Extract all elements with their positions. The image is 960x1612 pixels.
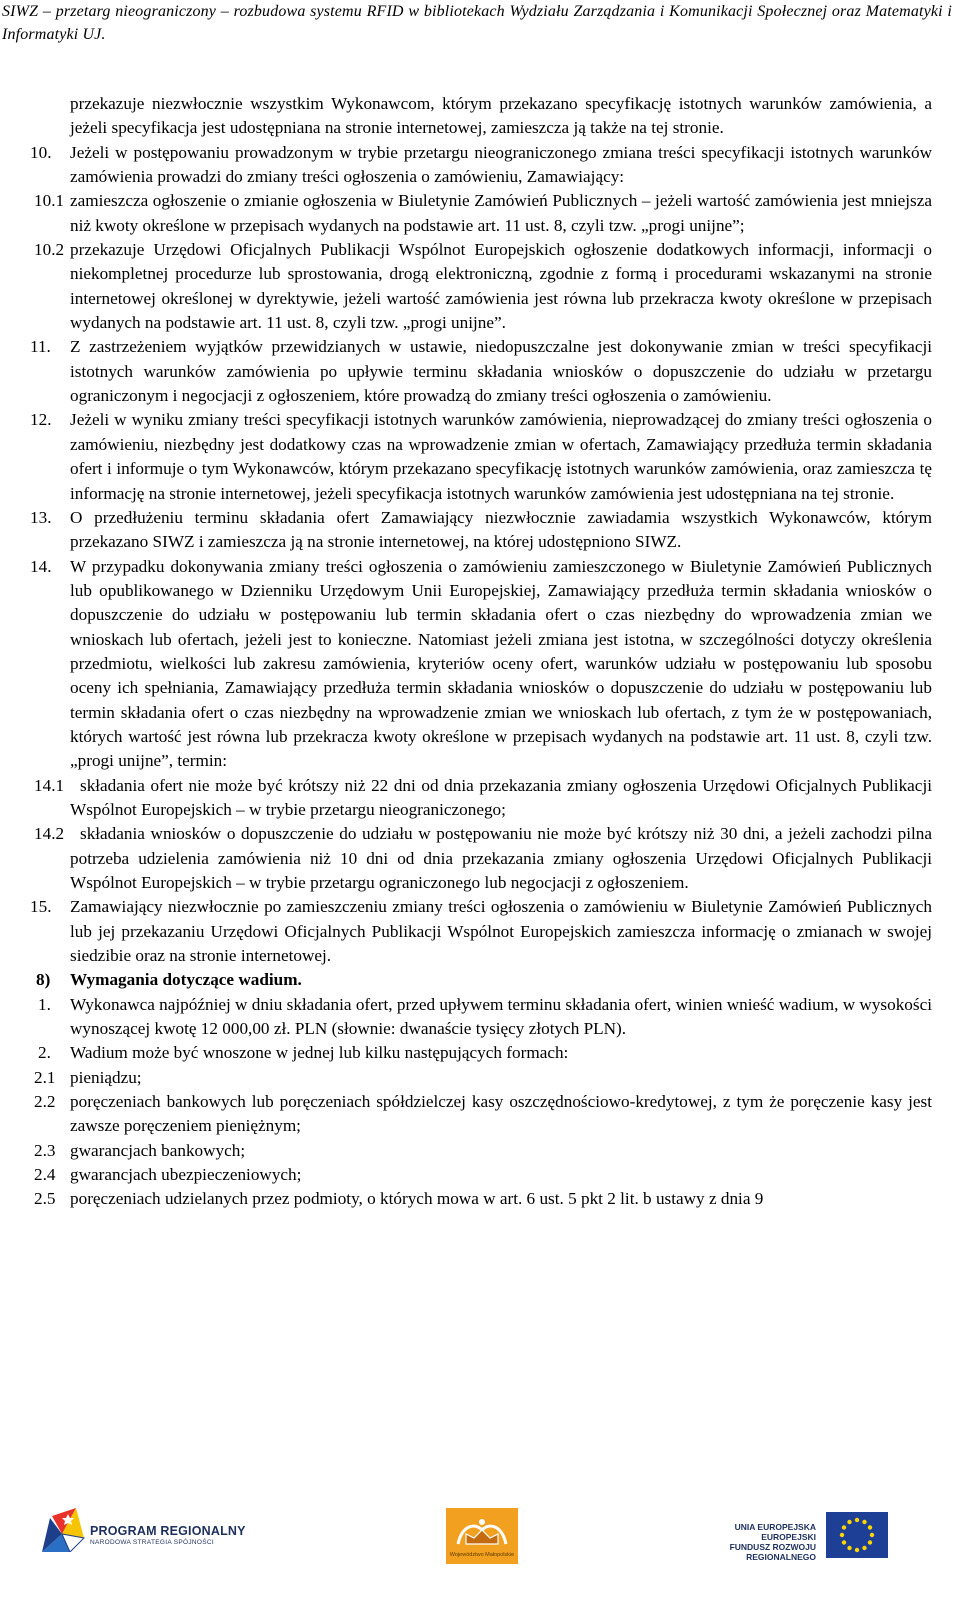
- page-footer: [0, 1496, 960, 1612]
- item-text: Wadium może być wnoszone w jednej lub kilku następujących formach:: [70, 1043, 569, 1063]
- item-number: 10.: [30, 142, 52, 162]
- list-item-15: [0, 895, 932, 968]
- item-text: Z zastrzeżeniem wyjątków przewidzianych w ustawie, niedopuszczalne jest dokonywanie zmian w treści specyfikacji istotnych warunków zamówienia po upływie terminu składania wniosków o dopuszczenie do udziału w przetargu ograniczonym i negocjacji z ogłoszeniem, które prowadzą do zmiany treści ogłoszenia o zamówieniu.: [70, 337, 932, 406]
- intro-paragraph: przekazuje niezwłocznie wszystkim Wykonawcom, którym przekazano specyfikację istotnych warunków zamówienia, a jeżeli specyfikacja jest udostępniana na stronie internetowej, zamieszcza ją także na tej stronie.: [70, 94, 932, 138]
- eu-text: UNIA EUROPEJSKA EUROPEJSKI FUNDUSZ ROZWOJU REGIONALNEGO: [729, 1522, 816, 1562]
- list-item-10-1: [0, 189, 932, 238]
- item-number: 2.3: [34, 1140, 56, 1160]
- eu-flag-icon: [826, 1512, 888, 1558]
- wadium-item-2-1: [0, 1066, 932, 1090]
- item-number: 14.: [30, 556, 52, 576]
- wadium-item-2: [0, 1041, 932, 1065]
- wadium-item-1: [0, 993, 932, 1042]
- section-heading: [0, 968, 960, 992]
- list-item-12: [0, 408, 932, 505]
- item-number: 2.4: [34, 1165, 56, 1185]
- item-text: przekazuje Urzędowi Oficjalnych Publikacji Wspólnot Europejskich ogłoszenie dodatkowych informacji, informacji o niekompletnej procedurze lub sprostowania, drogą elektroniczną, zgodnie z formą i procedurami wskazanymi na stronie internetowej określonej w dyrektywie, jeżeli wartość zamówienia jest równa lub przekracza kwoty określone w przepisach wydanych na podstawie art. 11 ust. 8, czyli tzw. „progi unijne”.: [70, 240, 932, 333]
- document-header: SIWZ – przetarg nieograniczony – rozbudowa systemu RFID w bibliotekach Wydziału Zarządzania i Komunikacji Społecznej oraz Matematyki i Informatyki UJ.: [2, 3, 952, 43]
- program-regionalny-title: PROGRAM REGIONALNY: [90, 1524, 246, 1538]
- list-item-10: [0, 141, 932, 190]
- item-number: 2.: [38, 1043, 51, 1063]
- list-item-11: [0, 335, 932, 408]
- item-number: 2.2: [34, 1092, 56, 1112]
- program-regionalny-icon: [40, 1508, 86, 1552]
- eu-logo: [728, 1504, 928, 1560]
- list-item-14: [0, 555, 932, 774]
- program-regionalny-subtitle: NARODOWA STRATEGIA SPÓJNOŚCI: [90, 1539, 214, 1546]
- section-title: Wymagania dotyczące wadium.: [70, 970, 302, 990]
- item-text: Jeżeli w wyniku zmiany treści specyfikacji istotnych warunków zamówienia, nieprowadzącej do zmiany treści ogłoszenia o zamówieniu, niezbędny jest dodatkowy czas na wprowadzenie zmian w ofertach, Zamawiający przedłuża termin składania ofert i informuje o tym Wykonawców, którym przekazano specyfikację istotnych warunków zamówienia, oraz zamieszcza tę informację na stronie internetowej, jeżeli specyfikacja istotnych warunków zamówienia jest udostępniana na tej stronie.: [70, 410, 932, 503]
- item-number: 11.: [30, 337, 51, 357]
- item-text: gwarancjach ubezpieczeniowych;: [70, 1165, 302, 1185]
- document-body: [0, 92, 960, 1212]
- wadium-item-2-2: [0, 1090, 932, 1139]
- item-number: 1.: [38, 994, 51, 1014]
- item-text: poręczeniach bankowych lub poręczeniach spółdzielczej kasy oszczędnościowo-kredytowej, z tym że poręczenie kasy jest zawsze poręczeniem pieniężnym;: [70, 1092, 932, 1136]
- item-number: 13.: [30, 507, 52, 527]
- wadium-item-2-3: [0, 1139, 932, 1163]
- item-text: Wykonawca najpóźniej w dniu składania ofert, przed upływem terminu składania ofert, winien wnieść wadium, w wysokości wynoszącej kwotę 12 000,00 zł. PLN (słownie: dwanaście tysięcy złotych PLN).: [70, 994, 932, 1039]
- program-regionalny-logo: [40, 1504, 270, 1556]
- item-number: 14.1: [34, 775, 65, 795]
- wadium-item-2-5: [0, 1187, 932, 1211]
- item-text: W przypadku dokonywania zmiany treści ogłoszenia o zamówieniu zamieszczonego w Biuletynie Zamówień Publicznych lub opublikowanego w Dzienniku Urzędowym Unii Europejskiej, Zamawiający przedłuża termin składania wniosków o dopuszczenie do udziału w postępowaniu lub termin składania ofert o czas niezbędny do wprowadzenia zmian we wnioskach lub ofertach, jeżeli jest to konieczne. Natomiast jeżeli zmiana jest istotna, w szczególności dotyczy określenia przedmiotu, wielkości lub zakresu zamówienia, kryteriów oceny ofert, warunków udziału w postępowaniu lub sposobu oceny ich spełniania, Zamawiający przedłuża termin składania wniosków o dopuszczenie do udziału w postępowaniu lub termin składania ofert o czas niezbędny na wprowadzenie zmian we wnioskach lub ofertach, z tym że w postępowaniach, których wartość jest równa lub przekracza kwoty określone w przepisach wydanych na podstawie art. 11 ust. 8, czyli tzw. „progi unijne”, termin:: [70, 556, 932, 771]
- malopolska-logo: [444, 1508, 520, 1564]
- item-text: Jeżeli w postępowaniu prowadzonym w trybie przetargu nieograniczonego zmiana treści specyfikacji istotnych warunków zamówienia prowadzi do zmiany treści ogłoszenia o zamówieniu, Zamawiający:: [70, 142, 932, 187]
- item-text: O przedłużeniu terminu składania ofert Zamawiający niezwłocznie zawiadamia wszystkich Wykonawców, którym przekazano SIWZ i zamieszcza ją na stronie internetowej, na której udostępniono SIWZ.: [70, 507, 932, 552]
- section-number: 8): [36, 970, 51, 990]
- list-item-10-2: [0, 238, 932, 335]
- item-number: 14.2: [34, 824, 65, 844]
- item-text: poręczeniach udzielanych przez podmioty, o których mowa w art. 6 ust. 5 pkt 2 lit. b ustawy z dnia 9: [70, 1189, 764, 1209]
- item-number: 10.1: [34, 191, 65, 211]
- wadium-item-2-4: [0, 1163, 932, 1187]
- item-number: 10.2: [34, 240, 65, 260]
- item-number: 2.1: [34, 1067, 56, 1087]
- list-item-13: [0, 506, 932, 555]
- malopolska-caption: Województwo Małopolskie: [449, 1552, 515, 1558]
- item-number: 2.5: [34, 1189, 56, 1209]
- item-text: składania ofert nie może być krótszy niż 22 dni od dnia przekazania zmiany ogłoszenia Urzędowi Oficjalnych Publikacji Wspólnot Europejskich – w trybie przetargu nieograniczonego;: [70, 775, 932, 819]
- item-text: gwarancjach bankowych;: [70, 1140, 246, 1160]
- item-text: pieniądzu;: [70, 1067, 142, 1087]
- list-item-14-1: [0, 774, 932, 823]
- item-text: zamieszcza ogłoszenie o zmianie ogłoszenia w Biuletynie Zamówień Publicznych – jeżeli wartość zamówienia jest mniejsza niż kwoty określone w przepisach wydanych na podstawie art. 11 ust. 8, czyli tzw. „progi unijne”;: [70, 191, 932, 235]
- item-text: Zamawiający niezwłocznie po zamieszczeniu zmiany treści ogłoszenia o zamówieniu w Biuletynie Zamówień Publicznych lub jej przekazaniu Urzędowi Oficjalnych Publikacji Wspólnot Europejskich zamieszcza informację o zmianach w swojej siedzibie oraz na stronie internetowej.: [70, 897, 932, 966]
- item-number: 15.: [30, 897, 52, 917]
- item-number: 12.: [30, 410, 52, 430]
- item-text: składania wniosków o dopuszczenie do udziału w postępowaniu nie może być krótszy niż 30 dni, a jeżeli zachodzi pilna potrzeba udzielenia zamówienia niż 10 dni od dnia przekazania zmiany ogłoszenia Urzędowi Oficjalnych Publikacji Wspólnot Europejskich – w trybie przetargu ograniczonego lub negocjacji z ogłoszeniem.: [70, 824, 932, 892]
- list-item-14-2: [0, 822, 932, 895]
